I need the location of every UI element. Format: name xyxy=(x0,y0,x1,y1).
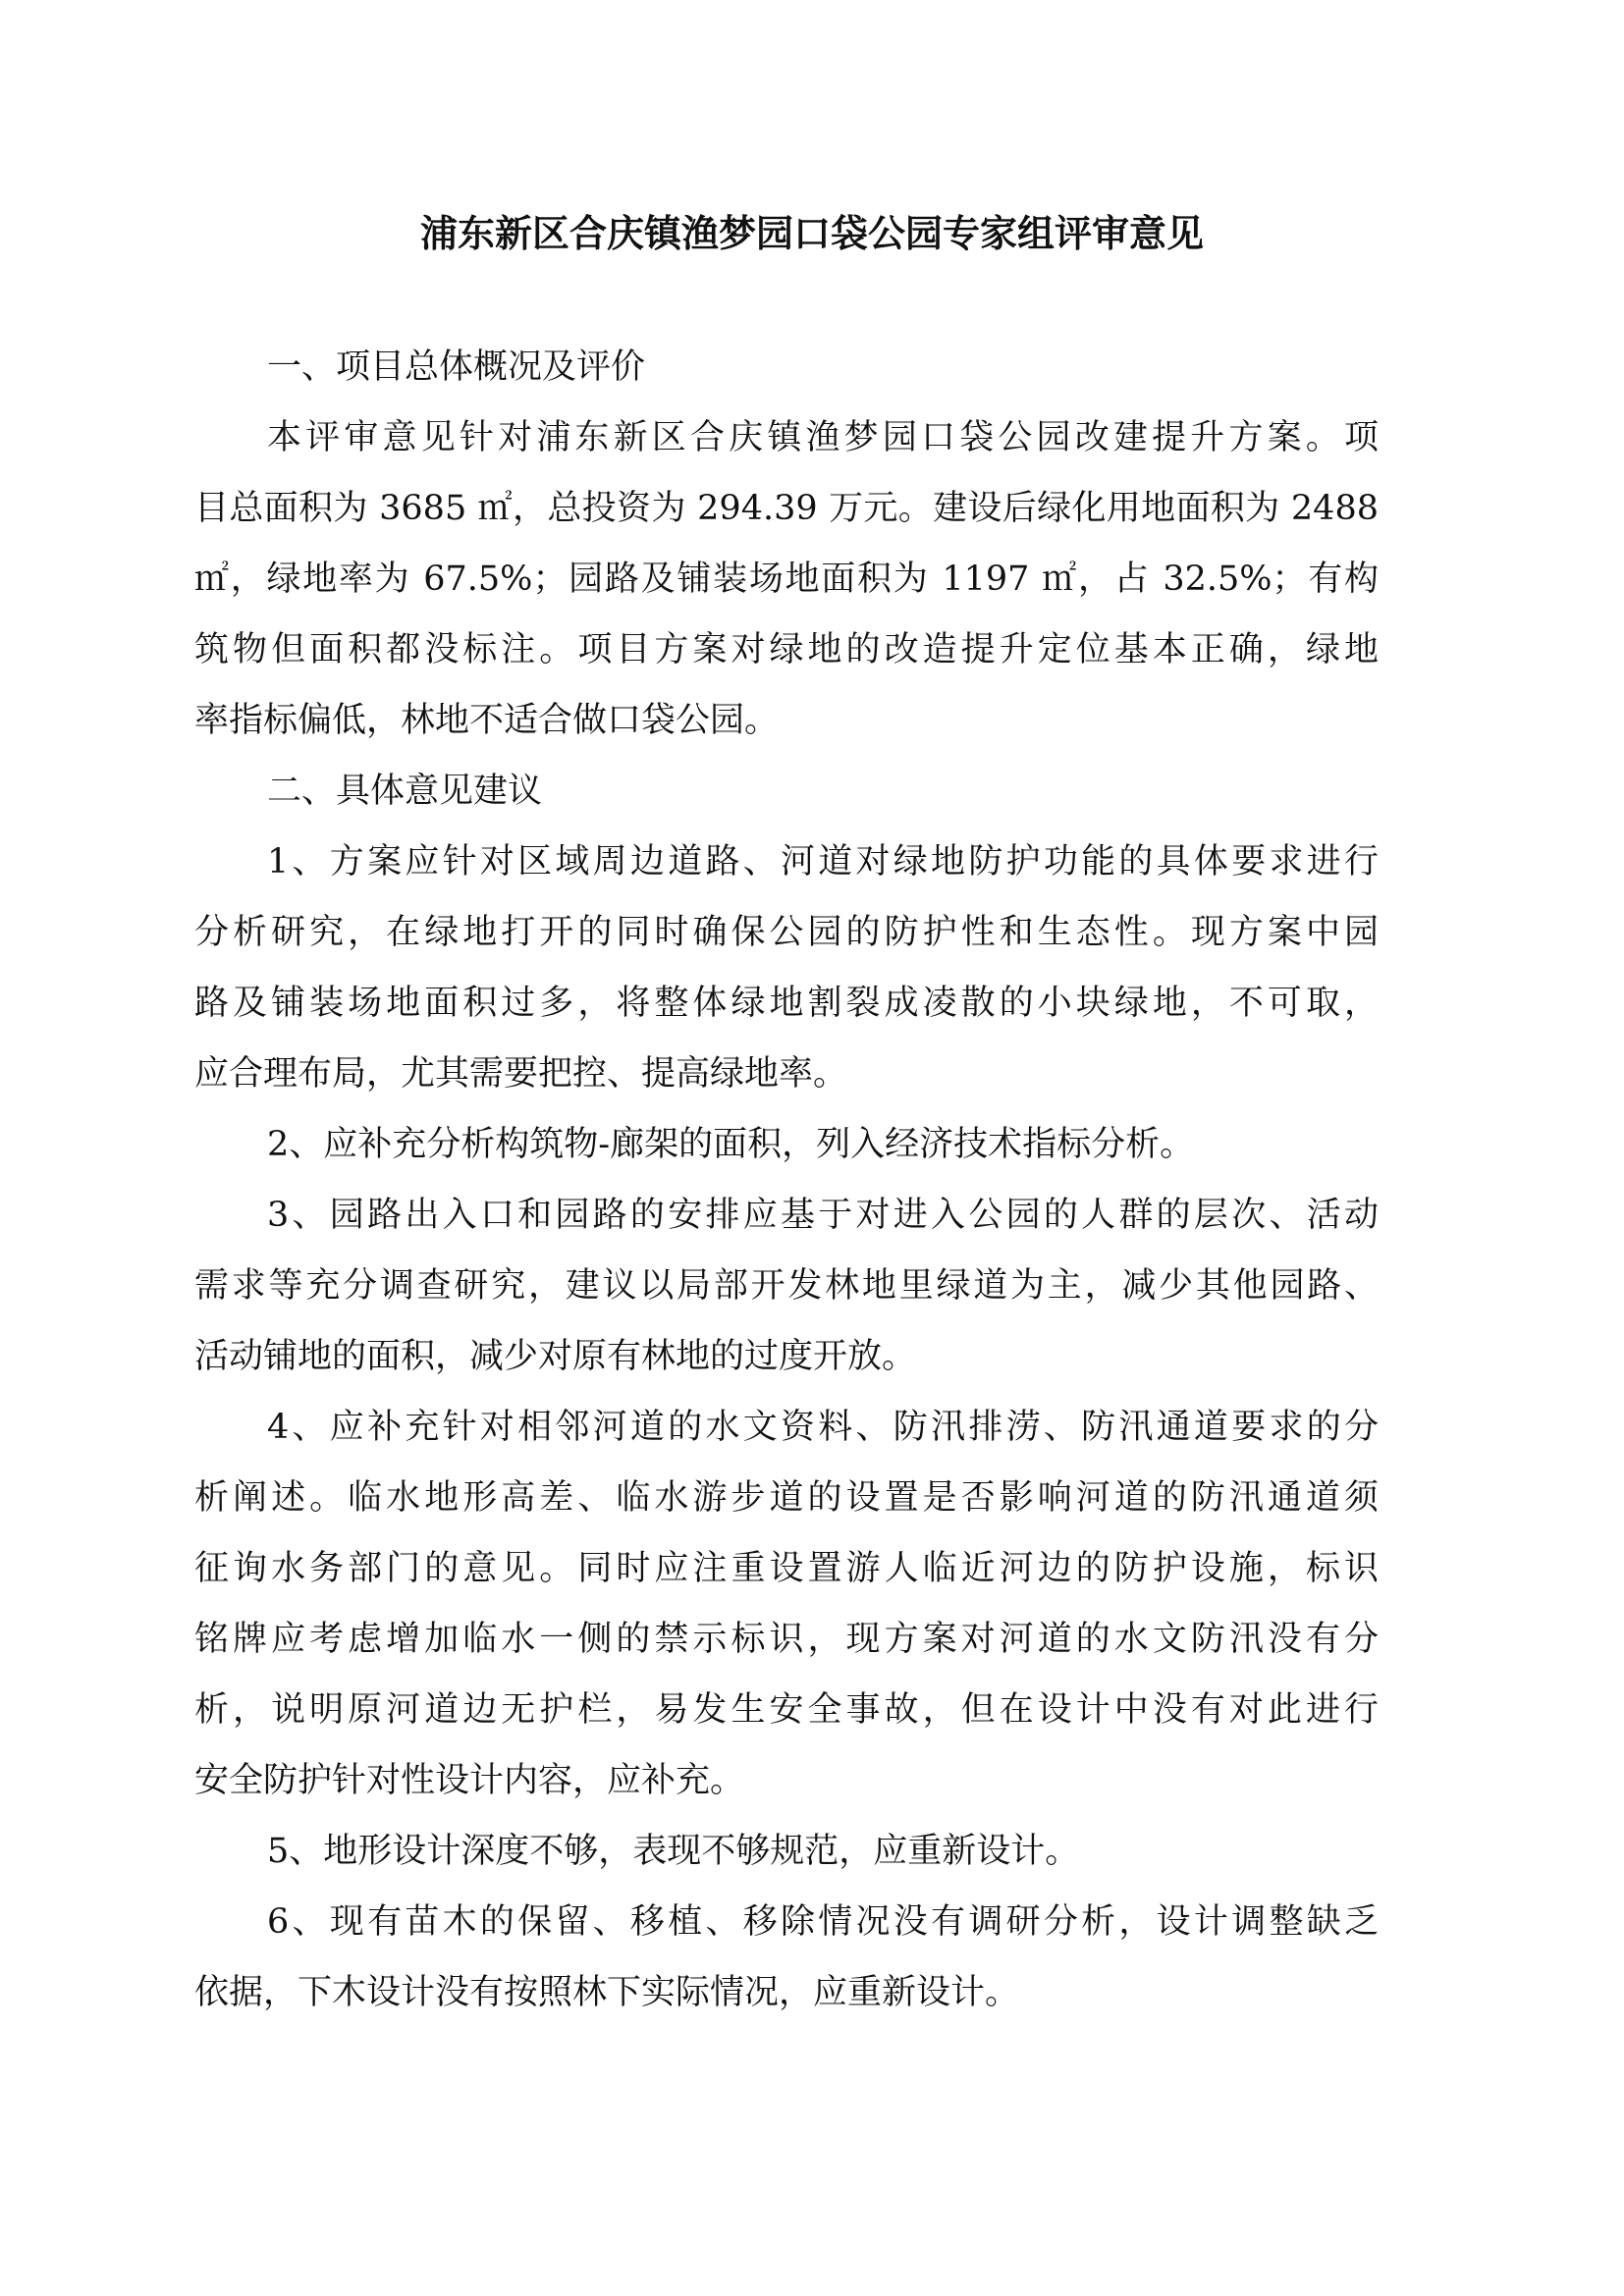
item-4-line: 铭牌应考虑增加临水一侧的禁示标识，现方案对河道的水文防汛没有分 xyxy=(194,1620,1379,1659)
item-5-line: 5、地形设计深度不够，表现不够规范，应重新设计。 xyxy=(267,1832,1080,1871)
item-1-line: 应合理布局，尤其需要把控、提高绿地率。 xyxy=(194,1054,848,1094)
item-3-line: 3、园路出入口和园路的安排应基于对进入公园的人群的层次、活动 xyxy=(267,1196,1379,1235)
section-heading-overview: 一、项目总体概况及评价 xyxy=(267,347,646,387)
item-1-line: 路及铺装场地面积过多，将整体绿地割裂成凌散的小块绿地，不可取， xyxy=(194,984,1379,1023)
item-4-line: 4、应补充针对相邻河道的水文资料、防汛排涝、防汛通道要求的分 xyxy=(267,1408,1379,1447)
item-4-line: 析，说明原河道边无护栏，易发生安全事故，但在设计中没有对此进行 xyxy=(194,1690,1379,1730)
paragraph-line: 率指标偏低，林地不适合做口袋公园。 xyxy=(194,701,780,740)
section-heading-suggestions: 二、具体意见建议 xyxy=(267,772,543,811)
item-4-line: 征询水务部门的意见。同时应注重设置游人临近河边的防护设施，标识 xyxy=(194,1549,1379,1588)
item-6-line: 6、现有苗木的保留、移植、移除情况没有调研分析，设计调整缺乏 xyxy=(267,1902,1379,1942)
document-title: 浦东新区合庆镇渔梦园口袋公园专家组评审意见 xyxy=(419,212,1204,255)
item-3-line: 需求等充分调查研究，建议以局部开发林地里绿道为主，减少其他园路、 xyxy=(194,1266,1379,1306)
paragraph-line: 筑物但面积都没标注。项目方案对绿地的改造提升定位基本正确，绿地 xyxy=(194,630,1379,669)
item-4-line: 安全防护针对性设计内容，应补充。 xyxy=(194,1761,745,1800)
paragraph-line: 目总面积为 3685 ㎡，总投资为 294.39 万元。建设后绿化用地面积为 2488 xyxy=(194,489,1379,528)
item-3-line: 活动铺地的面积，减少对原有林地的过度开放。 xyxy=(194,1337,917,1376)
paragraph-line: 本评审意见针对浦东新区合庆镇渔梦园口袋公园改建提升方案。项 xyxy=(267,418,1379,457)
item-6-line: 依据，下木设计没有按照林下实际情况，应重新设计。 xyxy=(194,1973,1020,2012)
item-1-line: 分析研究，在绿地打开的同时确保公园的防护性和生态性。现方案中园 xyxy=(194,913,1379,952)
item-2-line: 2、应补充分析构筑物-廊架的面积，列入经济技术指标分析。 xyxy=(267,1125,1195,1164)
item-1-line: 1、方案应针对区域周边道路、河道对绿地防护功能的具体要求进行 xyxy=(267,842,1379,881)
paragraph-line: ㎡，绿地率为 67.5%；园路及铺装场地面积为 1197 ㎡，占 32.5%；有构 xyxy=(194,560,1379,599)
item-4-line: 析阐述。临水地形高差、临水游步道的设置是否影响河道的防汛通道须 xyxy=(194,1478,1379,1518)
